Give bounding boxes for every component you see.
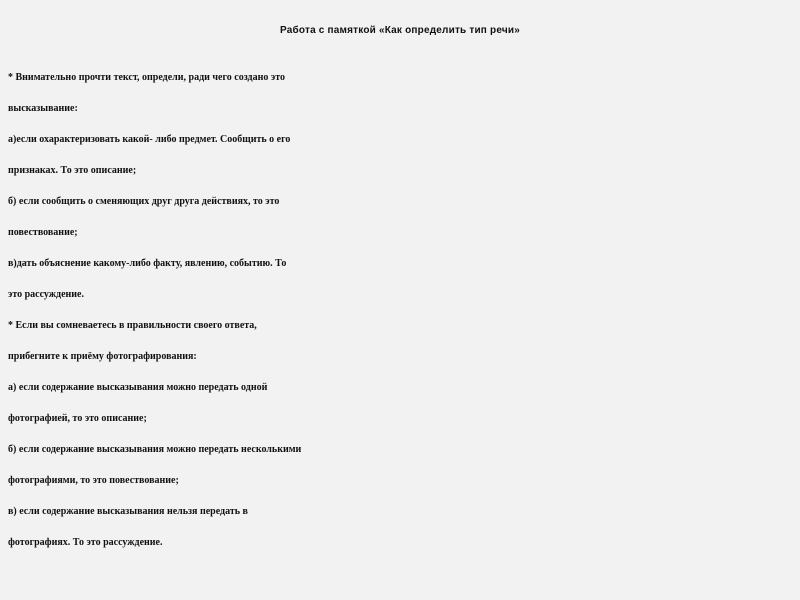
slide-body-text [8,62,798,558]
text-line: фотографиями, то это повествование; [8,475,179,486]
text-line: это рассуждение. [8,289,84,300]
text-line: в) если содержание высказывания нельзя передать в [8,506,248,517]
text-line: фотографией, то это описание; [8,413,147,424]
text-line: фотографиях. То это рассуждение. [8,537,163,548]
text-line: повествование; [8,227,78,238]
text-line: * Внимательно прочти текст, определи, ради чего создано это [8,72,285,83]
text-line: в)дать объяснение какому-либо факту, явлению, событию. То [8,258,287,269]
text-line: а)если охарактеризовать какой- либо предмет. Сообщить о его [8,134,291,145]
text-line: * Если вы сомневаетесь в правильности своего ответа, [8,320,257,331]
text-line: признаках. То это описание; [8,165,137,176]
text-line: а) если содержание высказывания можно передать одной [8,382,268,393]
text-line: высказывание: [8,103,78,114]
text-line: б) если сообщить о сменяющих друг друга действиях, то это [8,196,280,207]
text-line: б) если содержание высказывания можно передать несколькими [8,444,302,455]
slide-title: Работа с памяткой «Как определить тип речи» [280,25,520,36]
text-line: прибегните к приёму фотографирования: [8,351,197,362]
